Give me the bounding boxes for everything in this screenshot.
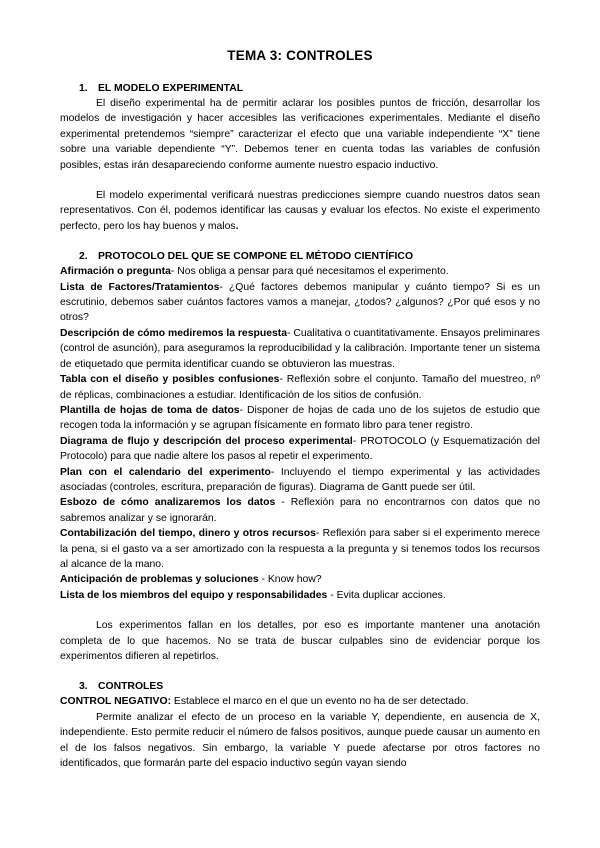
protocol-item <box>60 280 540 326</box>
protocol-item <box>60 403 540 434</box>
section-2-closing-paragraph: Los experimentos fallan en los detalles, por eso es importante mantener una anotación completa de lo que hacemos. No se trata de buscar culpables sino de evidenciar porque los experimentos difieren al repetirlos. <box>60 620 540 662</box>
spacer <box>60 603 540 618</box>
page-title: TEMA 3: CONTROLES <box>227 48 373 63</box>
section-3-heading-text: CONTROLES <box>98 681 164 693</box>
section-2-number: 2. <box>79 251 88 263</box>
protocol-item <box>60 434 540 465</box>
document-page <box>60 48 540 771</box>
protocol-item-text: - Reflexión para no encontrarnos con datos que no sabremos analizar y se ignorarán. <box>60 497 540 524</box>
control-negativo-term: CONTROL NEGATIVO: <box>60 696 172 708</box>
spacer <box>60 664 540 681</box>
protocol-list <box>60 264 540 603</box>
protocol-item <box>60 572 540 587</box>
protocol-item-text: - Nos obliga a pensar para qué necesitamos el experimento. <box>170 266 449 278</box>
protocol-item-term: Tabla con el diseño y posibles confusiones <box>60 374 280 386</box>
section-1-paragraph-2-text: El modelo experimental verificará nuestras predicciones siempre cuando nuestros datos sean representativos. Con él, podemos identificar las causas y evaluar los efectos. No existe el experimento perfecto, pero los hay buenos y malos <box>60 190 540 232</box>
protocol-item-text: - Evita duplicar acciones. <box>327 589 446 601</box>
protocol-item-term: Plantilla de hojas de toma de datos <box>60 404 240 416</box>
protocol-item <box>60 264 540 279</box>
protocol-item-term: Plan con el calendario del experimento <box>60 466 271 478</box>
section-3-heading <box>60 681 540 692</box>
section-1-paragraph-1: El diseño experimental ha de permitir aclarar los posibles puntos de fricción, desarrollar los modelos de investigación y hacer accesibles las verificaciones experimentales. Mediante el diseño experimental pretendemos “siempre” caracterizar el efecto que una variable independiente “X” tiene sobre una variable dependiente “Y”. Debemos tener en cuenta todas las variables de confusión posibles, estas irán desapareciendo conforme aumente nuestro espacio inductivo. <box>60 98 540 171</box>
protocol-item-text: - ¿Qué factores debemos manipular y cuánto tiempo? Si es un escrutinio, debemos saber cuántos factores vamos a manejar, ¿todos? ¿algunos? ¿Por qué esos y no otros? <box>60 281 540 324</box>
spacer <box>60 234 540 251</box>
section-1-heading <box>60 83 540 94</box>
control-negativo-definition <box>60 694 540 709</box>
protocol-item-term: Contabilización del tiempo, dinero y otros recursos <box>60 528 316 540</box>
protocol-item-text: - Reflexión sobre el conjunto. Tamaño del muestreo, nº de réplicas, combinaciones a estudiar. Identificación de los sitios de confusión. <box>60 374 540 401</box>
protocol-item-term: Descripción de cómo mediremos la respuesta <box>60 327 287 339</box>
section-1-heading-text: EL MODELO EXPERIMENTAL <box>98 83 244 94</box>
protocol-item <box>60 588 540 603</box>
protocol-item-term: Esbozo de cómo analizaremos los datos <box>60 497 276 509</box>
protocol-item-term: Afirmación o pregunta <box>60 266 171 278</box>
control-negativo-text: Establece el marco en el que un evento no ha de ser detectado. <box>171 696 469 708</box>
protocol-item <box>60 372 540 403</box>
section-2-heading-text: PROTOCOLO DEL QUE SE COMPONE EL MÉTODO CIENTÍFICO <box>98 251 414 263</box>
protocol-item <box>60 326 540 372</box>
section-1-paragraph-2-end: . <box>235 220 239 232</box>
section-1-paragraph-2 <box>60 188 540 234</box>
protocol-item-text: - Incluyendo el tiempo experimental y las actividades asociadas (controles, escritura, preparación de figuras). Diagrama de Gantt puede ser útil. <box>60 466 540 493</box>
protocol-item-text: - PROTOCOLO (y Esquematización del Protocolo) para que nadie altere los pasos al repetir el experimento. <box>60 435 540 463</box>
protocol-item <box>60 465 540 496</box>
protocol-item-term: Lista de los miembros del equipo y responsabilidades <box>60 589 328 601</box>
section-1-number: 1. <box>79 83 88 94</box>
section-3-number: 3. <box>79 681 88 693</box>
section-3-paragraph-1: Permite analizar el efecto de un proceso en la variable Y, dependiente, en ausencia de X, independiente. Esto permite reducir el número de falsos positivos, aunque puede causar un aumento en el de los falsos negativos. Sin embargo, la variable Y puede afectarse por otros factores no identificados, que formarán parte del espacio inductivo según vayan siendo <box>60 711 540 770</box>
protocol-item-term: Lista de Factores/Tratamientos <box>60 281 220 293</box>
protocol-item <box>60 526 540 572</box>
section-2-heading <box>60 251 540 262</box>
protocol-item <box>60 495 540 526</box>
protocol-item-text: - Know how? <box>258 574 322 586</box>
protocol-item-text: - Cualitativa o cuantitativamente. Ensayos preliminares (control de asunción), para aseguramos la reproducibilidad y la calibración. Importante tener un sistema de etiquetado que permita identificar cuando se obtuvieron las muestras. <box>60 327 540 370</box>
protocol-item-term: Anticipación de problemas y soluciones <box>60 574 259 586</box>
protocol-item-text: - Reflexión para saber si el experimento merece la pena, si el gasto va a ser amortizado con la respuesta a la pregunta y si tenemos todos los recursos al alcance de la mano. <box>60 528 540 570</box>
protocol-item-text: - Disponer de hojas de cada uno de los sujetos de estudio que recogen toda la información y se agrupan físicamente en formato libro para tener registro. <box>60 404 541 432</box>
protocol-item-term: Diagrama de flujo y descripción del proceso experimental <box>60 435 353 447</box>
spacer <box>60 173 540 188</box>
